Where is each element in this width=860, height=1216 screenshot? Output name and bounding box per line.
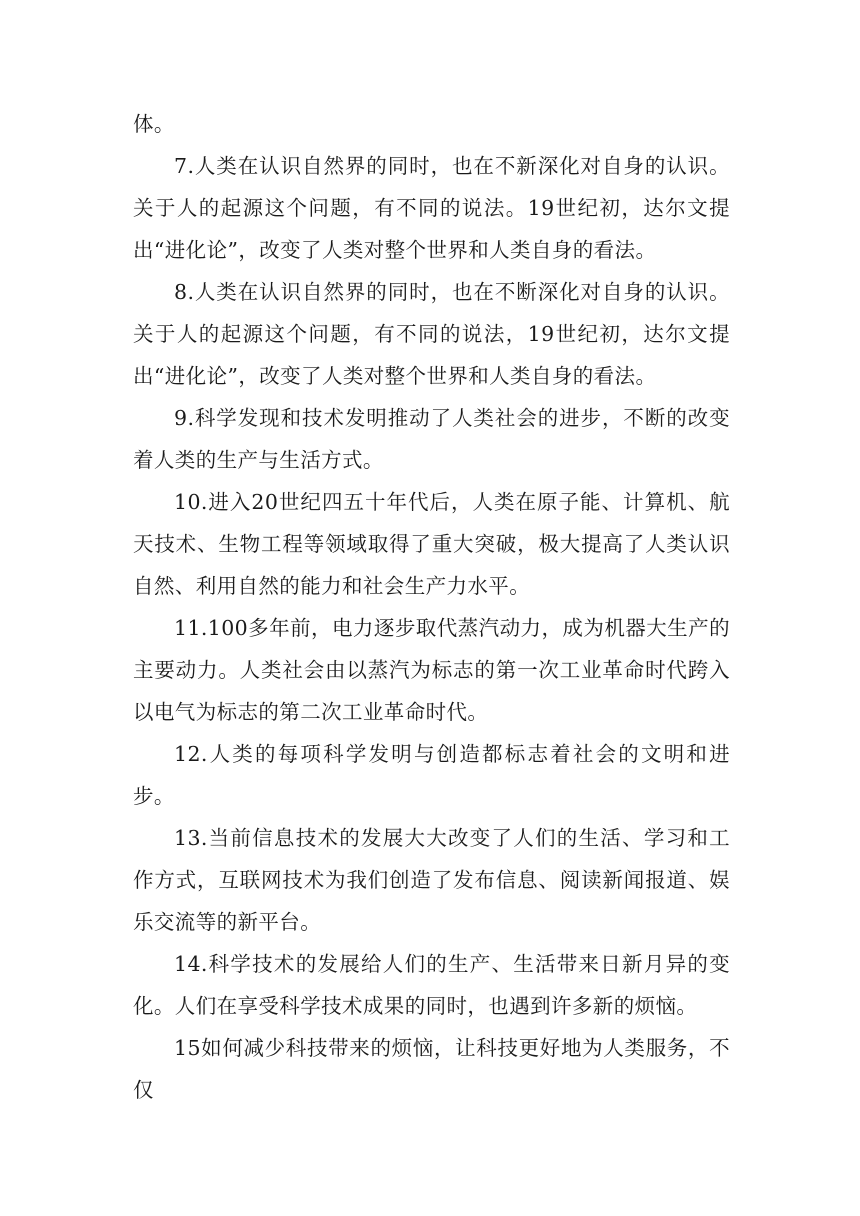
paragraph-item-9: 9.科学发现和技术发明推动了人类社会的进步，不断的改变着人类的生产与生活方式。 — [133, 406, 730, 472]
paragraph-item-14: 14.科学技术的发展给人们的生产、生活带来日新月异的变化。人们在享受科学技术成果的同时，也遇到许多新的烦恼。 — [133, 952, 730, 1018]
paragraph-item-13: 13.当前信息技术的发展大大改变了人们的生活、学习和工作方式，互联网技术为我们创造了发布信息、阅读新闻报道、娱乐交流等的新平台。 — [133, 826, 730, 934]
paragraph-item-15: 15如何减少科技带来的烦恼，让科技更好地为人类服务，不仅 — [133, 1036, 730, 1102]
paragraph-continuation: 体。 — [133, 112, 175, 136]
paragraph-item-10: 10.进入20世纪四五十年代后，人类在原子能、计算机、航天技术、生物工程等领域取得了重大突破，极大提高了人类认识自然、利用自然的能力和社会生产力水平。 — [133, 490, 730, 598]
paragraph-item-11: 11.100多年前，电力逐步取代蒸汽动力，成为机器大生产的主要动力。人类社会由以蒸汽为标志的第一次工业革命时代跨入以电气为标志的第二次工业革命时代。 — [133, 616, 730, 724]
paragraph-item-12: 12.人类的每项科学发明与创造都标志着社会的文明和进步。 — [133, 742, 730, 808]
paragraph-item-8: 8.人类在认识自然界的同时，也在不断深化对自身的认识。关于人的起源这个问题，有不同的说法，19世纪初，达尔文提出“进化论”，改变了人类对整个世界和人类自身的看法。 — [133, 280, 730, 388]
paragraph-item-7: 7.人类在认识自然界的同时，也在不新深化对自身的认识。关于人的起源这个问题，有不同的说法。19世纪初，达尔文提出“进化论”，改变了人类对整个世界和人类自身的看法。 — [133, 154, 730, 262]
document-body — [133, 103, 730, 1111]
